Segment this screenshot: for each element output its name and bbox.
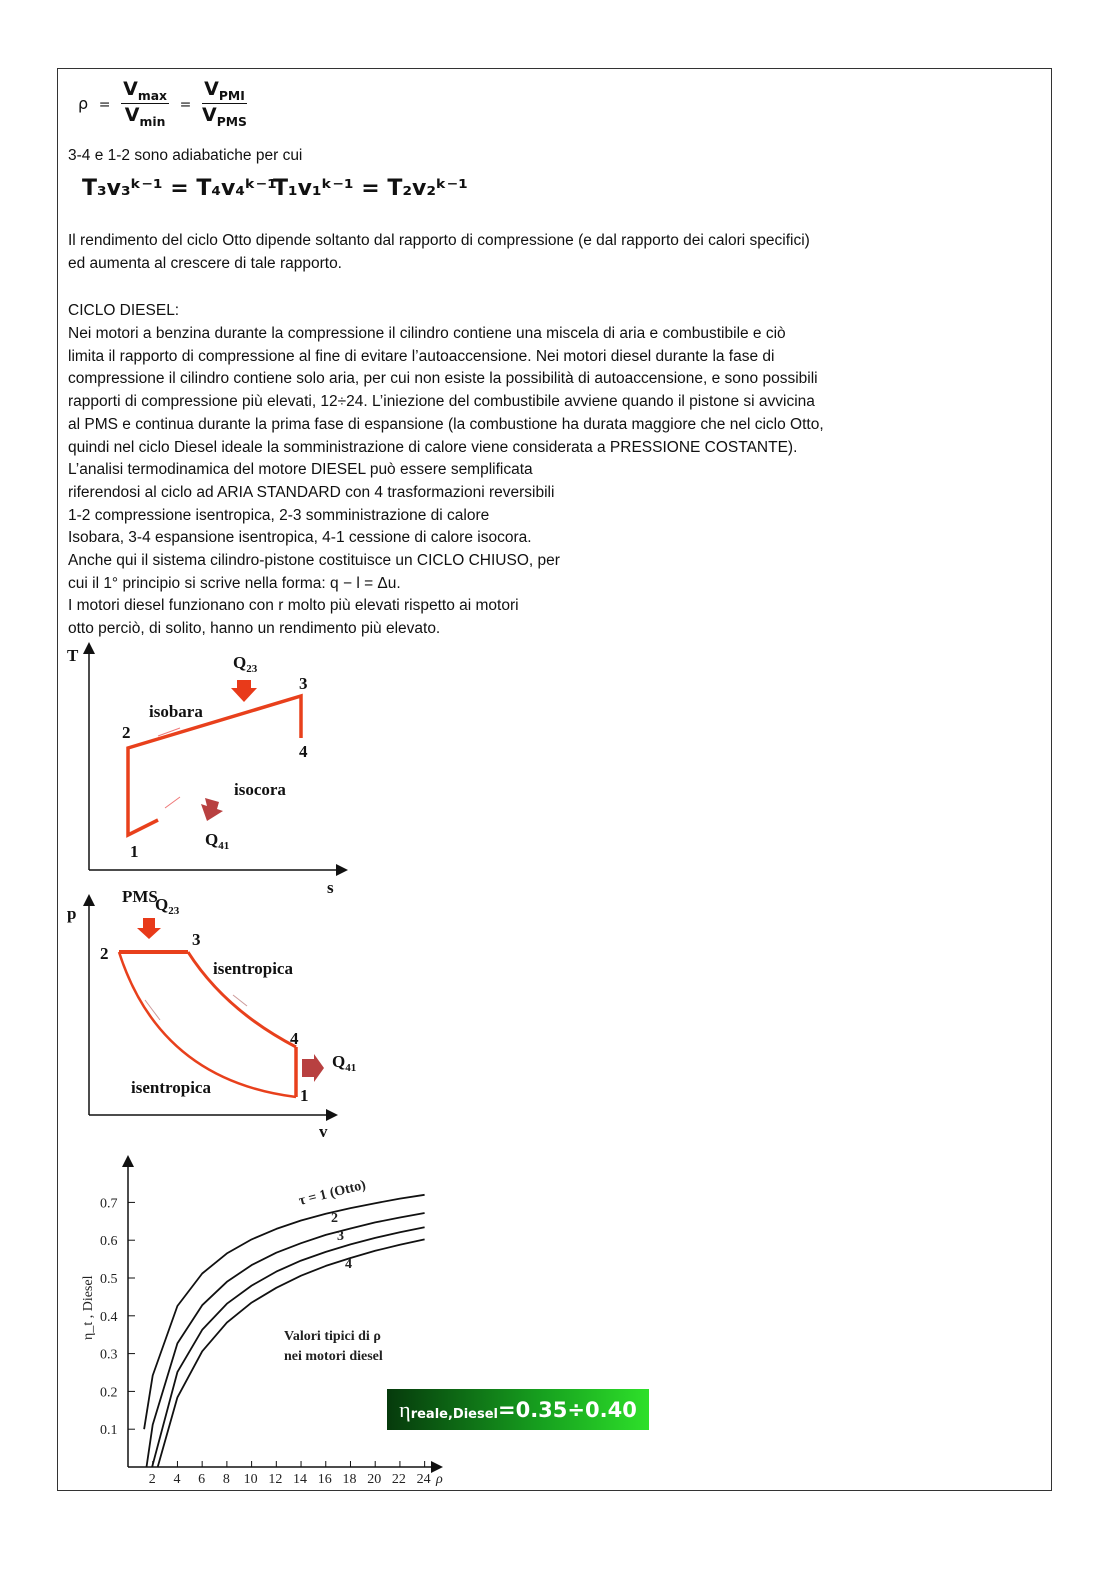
x-tick-label: 18 — [342, 1472, 357, 1487]
sub-pms: PMS — [216, 114, 247, 129]
x-tick-label: 12 — [268, 1472, 283, 1487]
series-line-1 — [144, 1195, 425, 1429]
sub-max: max — [137, 88, 168, 103]
y-axis-label: η_t , Diesel — [81, 1275, 96, 1340]
efficiency-value: =0.35÷0.40 — [497, 1397, 637, 1422]
diesel-paragraph-line: al PMS e continua durante la prima fase di espansione (la combustione ha durata maggiore che nel ciclo Otto, — [68, 415, 824, 433]
diesel-paragraph-line: 1-2 compressione isentropica, 2-3 somministrazione di calore — [68, 506, 490, 524]
diesel-paragraph-line: compressione il cilindro contiene solo aria, per cui non esiste la possibilità di autoaccensione, e sono possibili — [68, 370, 818, 388]
q23-label: $Q_{23}$ — [233, 653, 258, 675]
x-tick-label: 14 — [293, 1472, 308, 1487]
annotation-line: nei motori diesel — [284, 1349, 383, 1364]
sub-pmi: PMI — [218, 88, 245, 103]
isocora-label: isocora — [234, 780, 286, 799]
diesel-paragraph-line: I motori diesel funzionano con r molto più elevati rispetto ai motori — [68, 597, 519, 615]
x-tick-label: 20 — [367, 1472, 382, 1487]
x-tick-label: 16 — [317, 1472, 332, 1487]
direction-arrow — [165, 797, 180, 808]
diesel-paragraph-line: limita il rapporto di compressione al fine di evitare l’autoaccensione. Nei motori diesel durante la fase di — [68, 347, 775, 365]
heat-in-arrow-icon — [137, 918, 161, 939]
series-label: 2 — [331, 1211, 338, 1226]
diesel-paragraph-line: Isobara, 3-4 espansione isentropica, 4-1 cessione di calore isocora. — [68, 529, 532, 547]
series-line-3 — [152, 1227, 425, 1467]
adiabatic-formula-34: T₃v₃ᵏ⁻¹ = T₄v₄ᵏ⁻¹ — [82, 176, 277, 201]
diesel-efficiency-chart — [81, 1158, 443, 1487]
diesel-paragraph-line: L’analisi termodinamica del motore DIESEL può essere semplificata — [68, 461, 533, 479]
isobara-label: isobara — [149, 702, 203, 721]
v: V — [124, 103, 140, 126]
x-tick-label: 10 — [243, 1472, 258, 1487]
point-3: 3 — [299, 674, 308, 693]
diesel-title: CICLO DIESEL: — [68, 302, 180, 319]
v: V — [123, 78, 138, 100]
annotation-line: Valori tipici di ρ — [284, 1329, 381, 1344]
eta-subscript: reale,Diesel — [410, 1407, 498, 1422]
series-label: 4 — [345, 1257, 352, 1272]
x-tick-label: 8 — [222, 1472, 230, 1487]
x-tick-label: 6 — [198, 1472, 206, 1487]
point-1: 1 — [300, 1086, 309, 1105]
adiabatic-intro: 3-4 e 1-2 sono adiabatiche per cui — [68, 147, 303, 164]
equals: = — [179, 96, 192, 113]
y-tick-label: 0.4 — [100, 1309, 118, 1325]
sub-min: min — [139, 114, 166, 129]
v: V — [202, 103, 217, 126]
diesel-paragraph-line: cui il 1° principio si scrive nella forma: q − l = Δu. — [68, 574, 401, 592]
x-tick-label: 4 — [173, 1472, 181, 1487]
otto-paragraph-line: Il rendimento del ciclo Otto dipende soltanto dal rapporto di compressione (e dal rapporto dei calori specifici) — [68, 232, 810, 249]
point-4: 4 — [290, 1029, 299, 1048]
point-1: 1 — [130, 842, 139, 861]
diesel-paragraph-line: otto perciò, di solito, hanno un rendimento più elevato. — [68, 620, 441, 638]
s-axis-label: s — [327, 878, 334, 897]
equals: = — [98, 96, 111, 113]
y-tick-label: 0.6 — [100, 1234, 118, 1250]
v: V — [204, 78, 219, 100]
x-tick-label: 2 — [148, 1472, 156, 1487]
heat-in-arrow-icon — [231, 680, 257, 702]
x-axis-label: ρ — [436, 1472, 443, 1487]
otto-paragraph-line: ed aumenta al crescere di tale rapporto. — [68, 255, 342, 272]
pms-label: PMS — [122, 887, 158, 906]
heat-out-arrow-icon — [201, 798, 223, 821]
real-efficiency-badge — [387, 1389, 649, 1430]
series-label: 3 — [337, 1229, 344, 1244]
diesel-paragraph-line: quindi nel ciclo Diesel ideale la somministrazione di calore viene considerata a PRESSIONE COSTANTE). — [68, 438, 798, 456]
q23-label: $Q_{23}$ — [155, 895, 180, 917]
isentropica-bottom-label: isentropica — [131, 1078, 211, 1097]
point-4: 4 — [299, 742, 308, 761]
pv-diagram — [67, 887, 356, 1141]
point-2: 2 — [100, 944, 109, 963]
series-label: τ = 1 (Otto) — [297, 1177, 368, 1209]
diesel-paragraph-line: Nei motori a benzina durante la compressione il cilindro contiene una miscela di aria e combustibile e ciò — [68, 325, 786, 342]
point-2: 2 — [122, 723, 131, 742]
y-tick-label: 0.2 — [100, 1385, 118, 1401]
adiabatic-formula-12: T₁v₁ᵏ⁻¹ = T₂v₂ᵏ⁻¹ — [273, 176, 468, 201]
diesel-paragraph-line: riferendosi al ciclo ad ARIA STANDARD con 4 trasformazioni reversibili — [68, 483, 555, 501]
y-tick-label: 0.7 — [100, 1196, 118, 1212]
x-tick-label: 22 — [391, 1472, 406, 1487]
point-3: 3 — [192, 930, 201, 949]
heat-out-arrow-icon — [302, 1054, 324, 1082]
v-axis-label: v — [319, 1122, 328, 1141]
isentropica-top-label: isentropica — [213, 959, 293, 978]
t-axis-label: T — [67, 646, 79, 665]
y-tick-label: 0.5 — [100, 1272, 118, 1287]
y-tick-label: 0.3 — [100, 1347, 118, 1363]
ts-diagram — [67, 645, 345, 897]
rho-symbol: ρ — [78, 93, 89, 113]
y-tick-label: 0.1 — [100, 1423, 118, 1439]
q41-label: $Q_{41}$ — [205, 830, 230, 852]
x-tick-label: 24 — [416, 1472, 431, 1487]
q41-label: $Q_{41}$ — [332, 1052, 357, 1074]
diesel-paragraph-line: rapporti di compressione più elevati, 12÷24. L’iniezione del combustibile avviene quando il pistone si avvicina — [68, 393, 815, 411]
p-axis-label: p — [67, 904, 77, 923]
diesel-paragraph-line: Anche qui il sistema cilindro-pistone costituisce un CICLO CHIUSO, per — [68, 552, 560, 569]
eta-symbol: η — [399, 1396, 411, 1422]
